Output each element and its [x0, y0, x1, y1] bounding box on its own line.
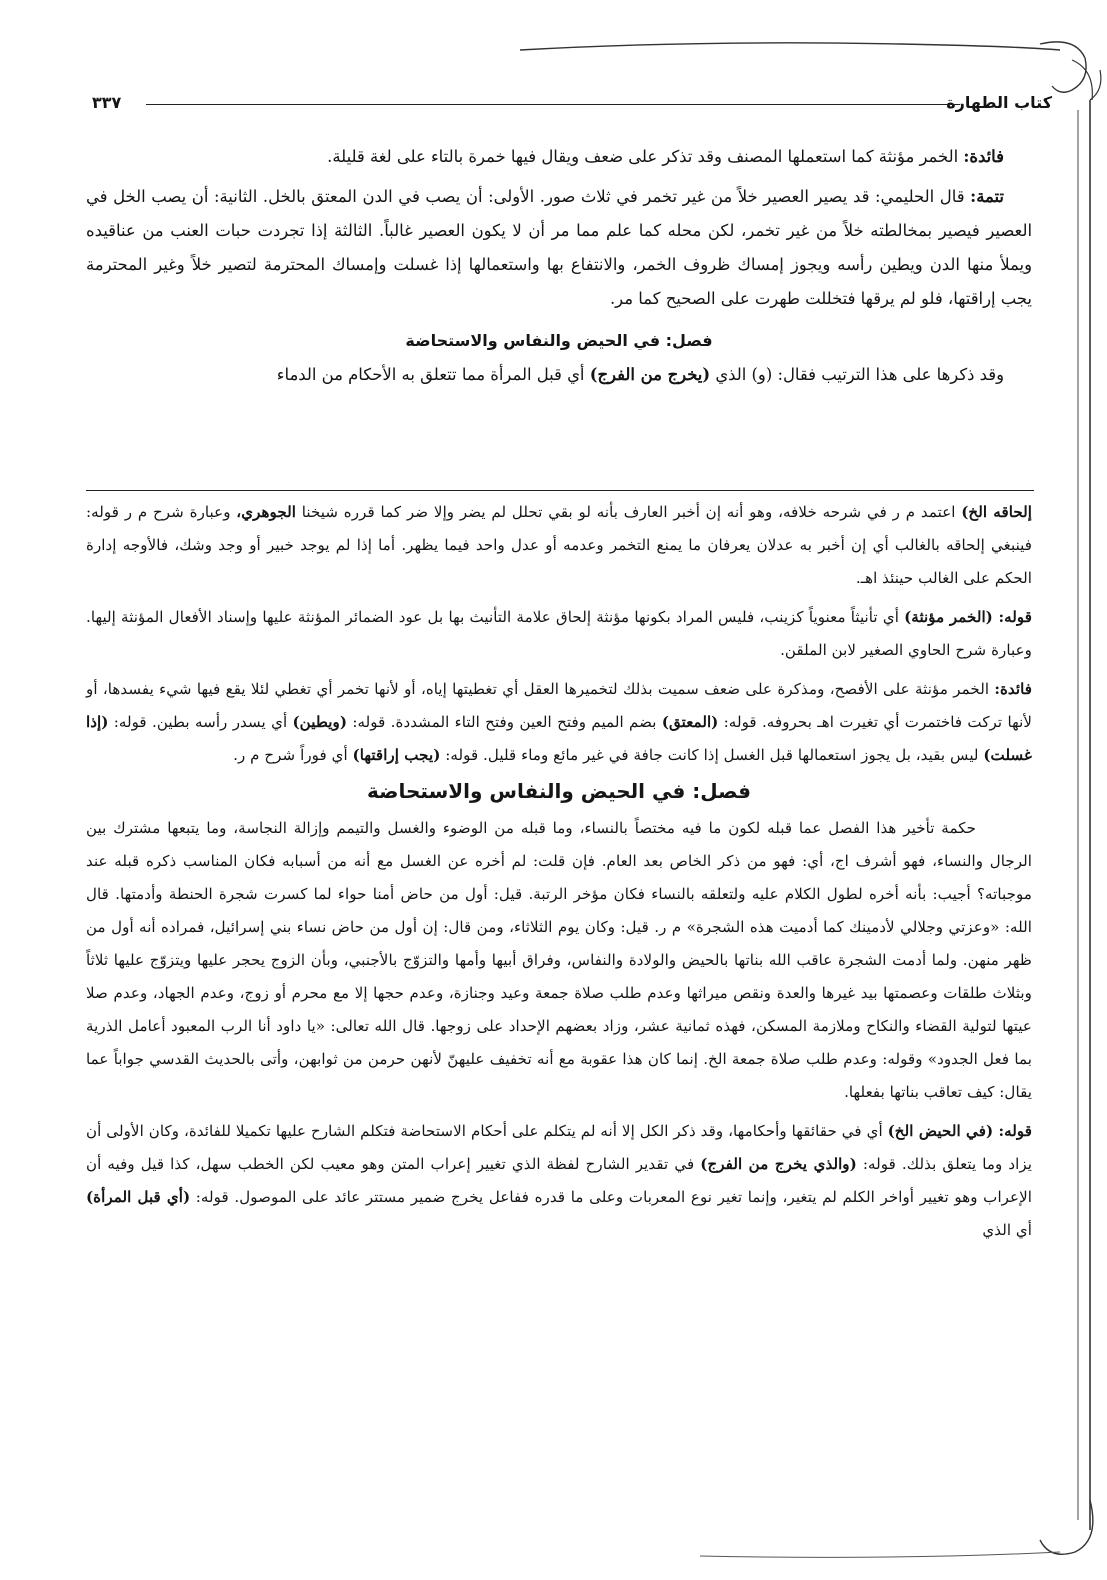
matn-section-text-part1: وقد ذكرها على هذا الترتيب فقال: (و) الذي	[710, 365, 1004, 384]
p2-text: أي تأنيثاً معنوياً كزينب، فليس المراد بكونها مؤنثة إلحاق علامة التأنيث بها بل عود الضمائر المؤنثة عليها وإسناد الأفعال المؤنثة إليها. وعبارة شرح الحاوي الصغير لابن الملقن.	[86, 608, 1032, 659]
commentary-section-title: فصل: في الحيض والنفاس والاستحاضة	[367, 779, 751, 803]
p3-text: الخمر مؤنثة على الأفصح، ومذكرة على ضعف سميت بذلك لتخميرها العقل أي تغطيتها إياه، أو لأنها تخمر أي تغطي لئلا يقع فيها شيء يفسدها، أو لأنها تركت فاختمرت أي تغيرت اهـ بحروفه. قوله:	[86, 680, 1032, 731]
footnote-divider	[86, 490, 1034, 491]
p3-t3: ليس بقيد، بل يجوز استعمالها قبل الغسل إذا كانت جافة في غير مائع وماء قليل. قوله:	[440, 746, 984, 764]
p3-t2: أي يسدر رأسه بطين. قوله:	[108, 713, 293, 731]
p5-b3: (أي قبل المرأة)	[86, 1188, 191, 1206]
p3-b2: (ويطين)	[292, 713, 348, 731]
p1-label: إلحاقه الخ)	[961, 503, 1032, 521]
tatimma-label: تتمة:	[970, 187, 1004, 206]
commentary-paragraph-2	[86, 601, 1032, 667]
matn-section-text-part2: أي قبل المرأة مما تتعلق به الأحكام من الدماء	[276, 365, 590, 384]
p2-label: (الخمر مؤنثة)	[904, 608, 993, 626]
matn-section-title: فصل: في الحيض والنفاس والاستحاضة	[405, 331, 713, 350]
faida-paragraph	[86, 140, 1032, 174]
p3-t4: أي فوراً شرح م ر.	[233, 746, 353, 764]
page-number: ٣٣٧	[92, 93, 122, 112]
matn-section-text	[86, 358, 1032, 392]
p3-b1: (المعتق)	[661, 713, 719, 731]
tatimma-paragraph	[86, 180, 1032, 316]
commentary-text	[86, 496, 1032, 1247]
p3-b3: (إذا غسلت)	[86, 713, 1032, 764]
p5-t3: أي الذي	[982, 1221, 1032, 1239]
p5-b2: (والذي يخرج من الفرج)	[700, 1155, 857, 1173]
commentary-paragraph-5	[86, 1115, 1032, 1247]
p3-label: فائدة:	[994, 680, 1032, 698]
running-header	[92, 93, 1052, 127]
p3-t1: بضم الميم وفتح العين وفتح التاء المشددة. قوله:	[347, 713, 662, 731]
faida-text: الخمر مؤنثة كما استعملها المصنف وقد تذكر على ضعف ويقال فيها خمرة بالتاء على لغة قليلة.	[327, 147, 964, 166]
p3-b4: (يجب إراقتها)	[352, 746, 441, 764]
commentary-paragraph-3	[86, 673, 1032, 772]
p1-text2: وعبارة شرح م ر قوله: فينبغي إلحاقه بالغالب أي إن أخبر به عدلان يعرفان ما يمنع التخمر وعدمه أو عدل واحد فيما يظهر. أما إذا لم يوجد خبير أو وجد وشك، فالأوجه إدارة الحكم على الغالب حينئذ اهـ.	[86, 503, 1032, 587]
p5-b1: (في الحيض الخ)	[887, 1122, 994, 1140]
p1-bold: الجوهري،	[236, 503, 296, 521]
p2-qawl: قوله:	[992, 608, 1032, 626]
p5-t1: أي في حقائقها وأحكامها، وقد ذكر الكل إلا أنه لم يتكلم على أحكام الاستحاضة فتكلم الشارح عليها تكميلا للفائدة، وكان الأولى أن يزاد وما يتعلق بذلك. قوله:	[86, 1122, 1032, 1173]
matn-section-text-bold: (يخرج من الفرج)	[589, 365, 711, 384]
commentary-paragraph-4: حكمة تأخير هذا الفصل عما قبله لكون ما فيه مختصاً بالنساء، وما قبله من الوضوء والغسل والتيمم وإزالة النجاسة، وما يتبعها مشترك بين الرجال والنساء، فهو أشرف اج، أي: فهو من ذكر الخاص بعد العام. فإن قلت: لم أخره عن الغسل مع أنه من أسبابه فكان المناسب ذكره قبله عند موجباته؟ أجيب: بأنه أخره لطول الكلام عليه ولتعلقه بالنساء فكان مؤخر الرتبة. قيل: أول من حاض أمنا حواء لما كسرت شجرة الحنطة وأدمتها. قال الله: «وعزتي وجلالي لأدمينك كما أدميت هذه الشجرة» م ر. قيل: وكان يوم الثلاثاء، ومن قال: إن أول من حاض نساء بني إسرائيل، فمراده أنه أول من ظهر منهن. ولما أدمت الشجرة عاقب الله بناتها بالحيض والولادة والنفاس، وفراق أبيها وأمها والتزوّج بالأجنبي، وبأن الزوج يحجر عليها ويتزوّج عليها ثلاثاً وبثلاث طلقات وعصمتها بيد غيرها والعدة ونقص ميراثها وعدم طلب صلاة جمعة وعيد وجنازة، وعدم حجها إلا مع محرم أو زوج، وعدم الجهاد، وعدم صلا عيتها لتولية القضاء والنكاح وملازمة المسكن، فهذه ثمانية عشر، وزاد بعضهم الإحداد على زوجها. قال الله تعالى: «يا داود أنا الرب المعبود أعامل الذرية بما فعل الجدود» وقوله: وعدم طلب صلاة جمعة الخ. إنما كان هذا عقوبة مع أنه تخفيف عليهنّ لأنهن حرمن من ثوابهن، وأتى بالحديث القدسي جواباً عما يقال: كيف تعاقب بناتها بفعلها.	[86, 819, 1032, 1101]
p1-text: اعتمد م ر في شرحه خلافه، وهو أنه إن أخبر العارف بأنه لو بقي تحلل لم يضر وإلا ضر كما قرره شيخنا	[295, 503, 962, 521]
p5-t2: في تقدير الشارح لفظة الذي تغيير إعراب المتن وهو معيب لكن الخطب سهل، كذا قيل وفيه أن الإعراب وهو تغيير أواخر الكلم لم يتغير، وإنما تغير نوع المعربات وعلى ما قدره ففاعل يخرج ضمير مستتر عائد على الموصول. قوله:	[86, 1155, 1032, 1206]
p5-qawl: قوله:	[993, 1122, 1033, 1140]
main-text	[86, 140, 1032, 392]
tatimma-text: قال الحليمي: قد يصير العصير خلاً من غير تخمر في ثلاث صور. الأولى: أن يصب في الدن المعتق بالخل. الثانية: أن يصب الخل في العصير فيصير بمخالطته خلاً من غير تخمر، لكن محله كما علم مما مر أن لا يكون العصير غالباً. الثالثة إذا تجردت حبات العنب من عناقيده ويملأ منها الدن ويطين رأسه ويجوز إمساك ظروف الخمر، والانتفاع بها واستعمالها إذا غسلت وإمساك المحترمة لتصير خلاً وغير المحترمة يجب إراقتها، فلو لم يرقها فتخللت طهرت على الصحيح كما مر.	[86, 187, 1032, 308]
header-rule	[146, 104, 960, 105]
commentary-paragraph-1	[86, 496, 1032, 595]
header-book-title: كتاب الطهارة	[946, 93, 1052, 112]
faida-label: فائدة:	[963, 147, 1004, 166]
